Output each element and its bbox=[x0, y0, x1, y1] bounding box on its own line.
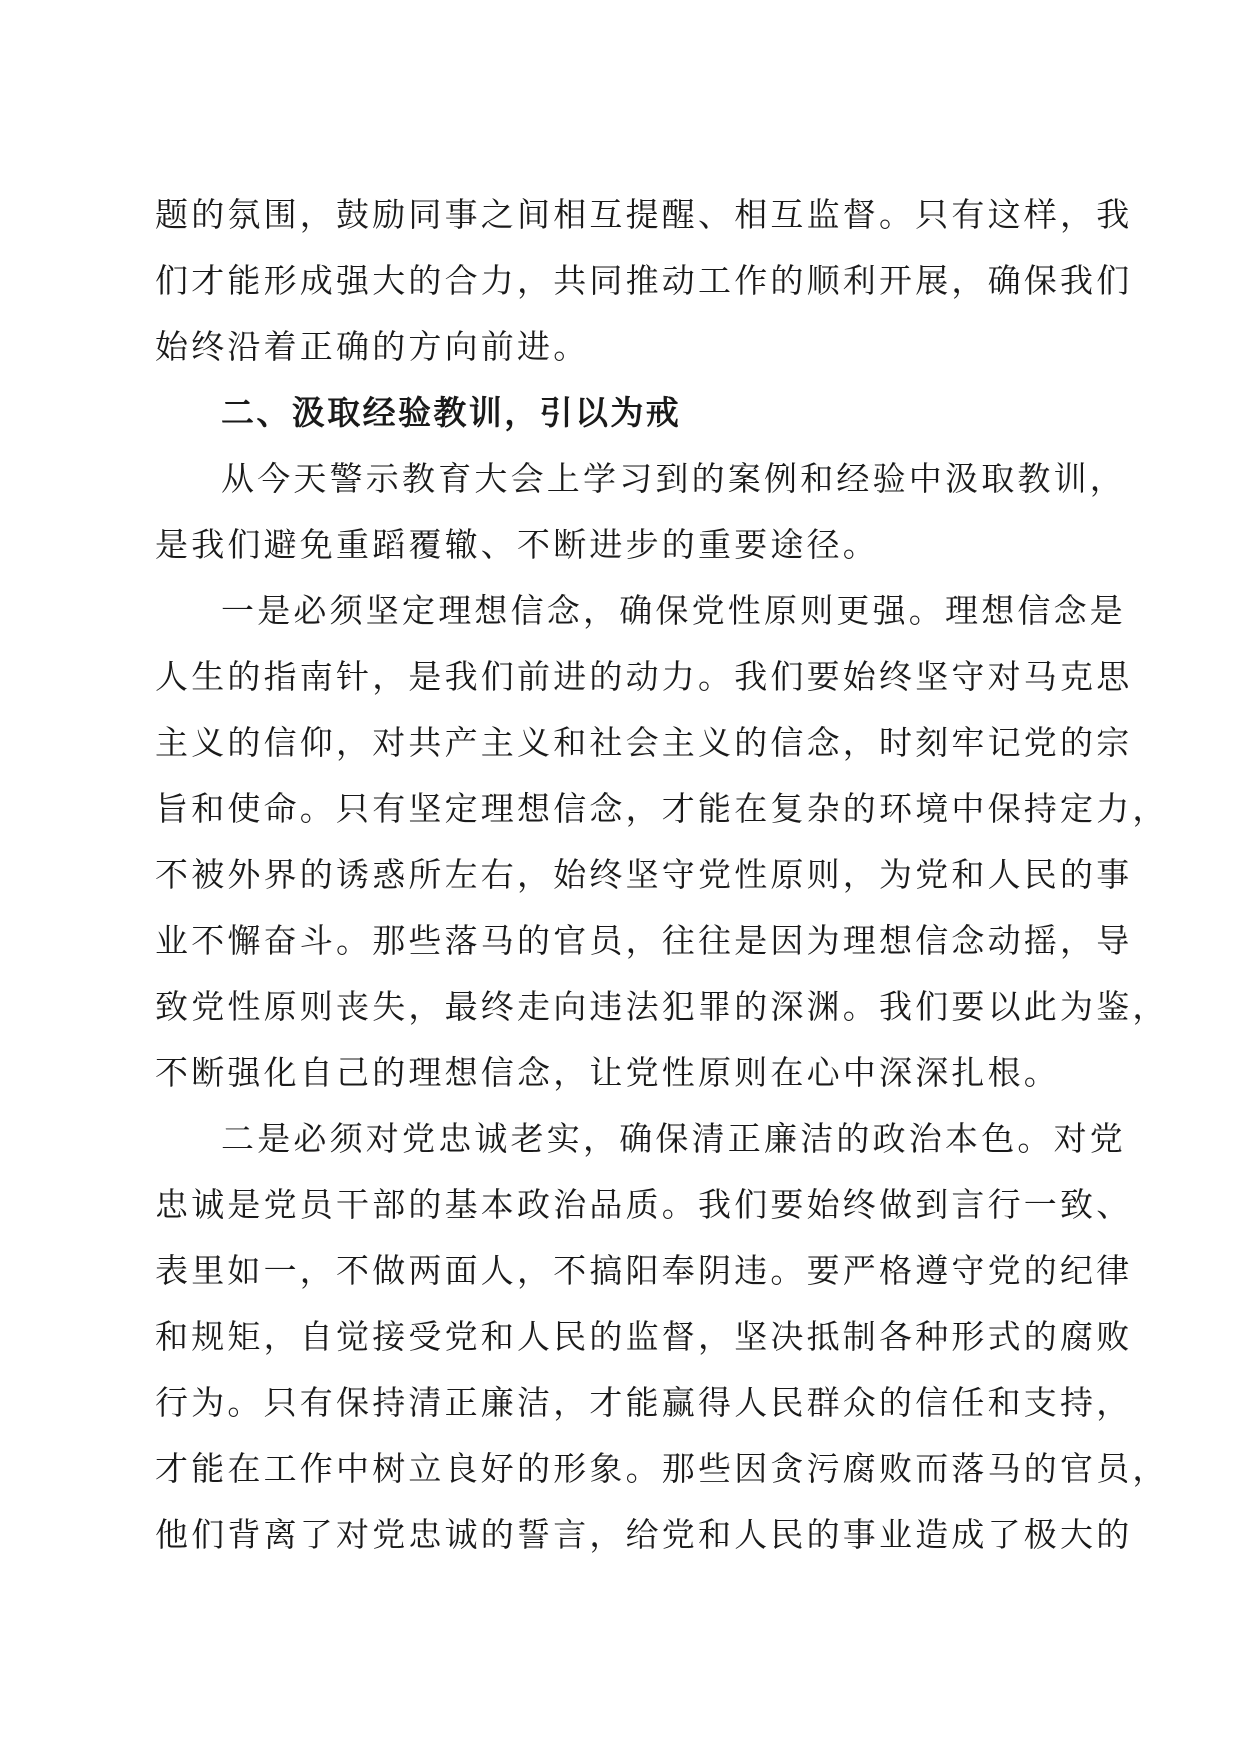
paragraph-line: 旨和使命。只有坚定理想信念，才能在复杂的环境中保持定力， bbox=[155, 789, 1169, 828]
paragraph-line: 和规矩，自觉接受党和人民的监督，坚决抵制各种形式的腐败 bbox=[155, 1317, 1133, 1356]
paragraph-line: 他们背离了对党忠诚的誓言，给党和人民的事业造成了极大的 bbox=[155, 1515, 1133, 1554]
paragraph-line: 从今天警示教育大会上学习到的案例和经验中汲取教训， bbox=[221, 459, 1126, 498]
paragraph-line: 人生的指南针，是我们前进的动力。我们要始终坚守对马克思 bbox=[155, 657, 1133, 696]
paragraph-line: 行为。只有保持清正廉洁，才能赢得人民群众的信任和支持， bbox=[155, 1383, 1133, 1422]
paragraph-line: 才能在工作中树立良好的形象。那些因贪污腐败而落马的官员， bbox=[155, 1449, 1169, 1488]
paragraph-line: 忠诚是党员干部的基本政治品质。我们要始终做到言行一致、 bbox=[155, 1185, 1133, 1224]
paragraph-line: 题的氛围，鼓励同事之间相互提醒、相互监督。只有这样，我 bbox=[155, 195, 1133, 234]
body-text bbox=[155, 182, 1169, 1568]
paragraph-line: 表里如一，不做两面人，不搞阳奉阴违。要严格遵守党的纪律 bbox=[155, 1251, 1133, 1290]
paragraph-line: 不被外界的诱惑所左右，始终坚守党性原则，为党和人民的事 bbox=[155, 855, 1133, 894]
paragraph-line: 一是必须坚定理想信念，确保党性原则更强。理想信念是 bbox=[221, 591, 1126, 630]
paragraph-line: 业不懈奋斗。那些落马的官员，往往是因为理想信念动摇，导 bbox=[155, 921, 1133, 960]
paragraph-line: 始终沿着正确的方向前进。 bbox=[155, 327, 590, 366]
paragraph-line: 们才能形成强大的合力，共同推动工作的顺利开展，确保我们 bbox=[155, 261, 1133, 300]
paragraph-line: 不断强化自己的理想信念，让党性原则在心中深深扎根。 bbox=[155, 1053, 1060, 1092]
paragraph-line: 是我们避免重蹈覆辙、不断进步的重要途径。 bbox=[155, 525, 879, 564]
section-heading: 二、汲取经验教训，引以为戒 bbox=[221, 393, 682, 432]
paragraph-line: 二是必须对党忠诚老实，确保清正廉洁的政治本色。对党 bbox=[221, 1119, 1126, 1158]
paragraph-line: 致党性原则丧失，最终走向违法犯罪的深渊。我们要以此为鉴， bbox=[155, 987, 1169, 1026]
paragraph-line: 主义的信仰，对共产主义和社会主义的信念，时刻牢记党的宗 bbox=[155, 723, 1133, 762]
